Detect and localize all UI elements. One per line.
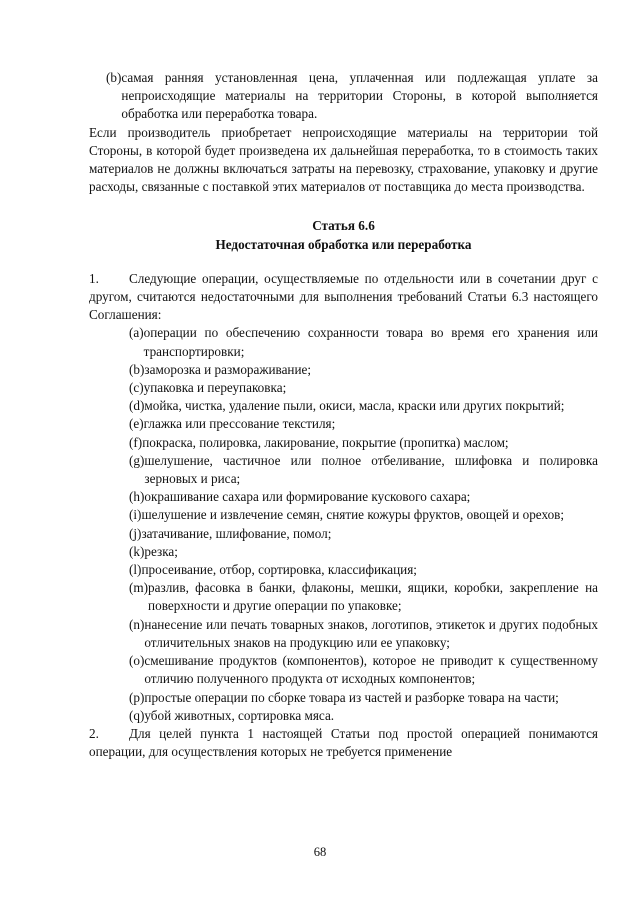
list-item-label: (p) xyxy=(129,689,145,705)
list-item-label: (n) xyxy=(129,616,145,632)
list-item-label: (h) xyxy=(129,489,145,505)
list-item xyxy=(129,707,598,725)
list-item-text: покраска, полировка, лакирование, покрытие (пропитка) маслом; xyxy=(142,434,509,450)
list-item-text: глажка или прессование текстиля; xyxy=(143,416,336,432)
list-item-label: (l) xyxy=(129,562,142,578)
page-content xyxy=(89,69,598,761)
list-item-text: операции по обеспечению сохранности товара во время его хранения или транспортировки; xyxy=(143,325,598,359)
list-item xyxy=(129,652,598,688)
list-item-label: (o) xyxy=(129,653,145,669)
list-item-text: шелушение и извлечение семян, снятие кожуры фруктов, овощей и орехов; xyxy=(141,507,565,523)
list-item xyxy=(129,689,598,707)
list-item xyxy=(129,525,598,543)
paragraph-1 xyxy=(89,270,598,325)
list-item xyxy=(129,579,598,615)
list-item-label: (g) xyxy=(129,452,145,468)
page-number: 68 xyxy=(313,845,327,859)
list-item-label: (j) xyxy=(129,525,142,541)
list-item-text: мойка, чистка, удаление пыли, окиси, масла, краски или других покрытий; xyxy=(144,398,565,414)
list-item xyxy=(129,616,598,652)
list-item xyxy=(129,434,598,452)
list-item-text: затачивание, шлифование, помол; xyxy=(141,525,332,541)
list-item-label: (m) xyxy=(129,580,149,596)
list-item xyxy=(129,543,598,561)
list-item-text: резка; xyxy=(144,543,178,559)
list-item-label: (b) xyxy=(129,361,145,377)
list-item-label: (a) xyxy=(129,325,144,341)
paragraph-text: Для целей пункта 1 настоящей Статьи под простой операцией понимаются операции, для осуществления которых не требуется применение xyxy=(89,725,598,760)
list-item-text: заморозка и размораживание; xyxy=(144,361,312,377)
list-item-text: нанесение или печать товарных знаков, логотипов, этикеток и других подобных отличительных знаков на продукцию или ее упаковку; xyxy=(144,616,598,650)
list-item xyxy=(129,379,598,397)
paragraph-number: 2. xyxy=(89,725,99,741)
list-item xyxy=(129,361,598,379)
list-item xyxy=(129,488,598,506)
paragraph-2 xyxy=(89,725,598,761)
list-item-text: самая ранняя установленная цена, уплаченная или подлежащая уплате за непроисходящие материалы на территории Стороны, в которой выполняется обработка или переработка товара. xyxy=(121,70,598,122)
list-item-text: просеивание, отбор, сортировка, классификация; xyxy=(141,562,417,578)
list-item xyxy=(129,415,598,433)
list-item-text: убой животных, сортировка мяса. xyxy=(144,707,335,723)
list-item-text: окрашивание сахара или формирование кускового сахара; xyxy=(144,489,471,505)
list-item xyxy=(129,506,598,524)
list-item-label: (f) xyxy=(129,434,143,450)
list-item xyxy=(129,452,598,488)
paragraph-number: 1. xyxy=(89,270,99,286)
list-item-label: (c) xyxy=(129,380,144,396)
paragraph-text: Следующие операции, осуществляемые по отдельности или в сочетании друг с другом, считаются недостаточными для выполнения требований Статьи 6.3 настоящего Соглашения: xyxy=(89,270,598,323)
list-item xyxy=(129,397,598,415)
list-item-label: (e) xyxy=(129,416,144,432)
list-item-text: шелушение, частичное или полное отбеливание, шлифовка и полировка зерновых и риса; xyxy=(144,452,598,487)
list-item xyxy=(129,324,598,360)
list-item-text: смешивание продуктов (компонентов), которое не приводит к существенному отличию полученного продукта от исходных компонентов; xyxy=(144,653,598,687)
operations-list xyxy=(129,324,598,724)
list-item-label: (d) xyxy=(129,398,145,414)
intro-paragraph: Если производитель приобретает непроисходящие материалы на территории той Стороны, в которой будет произведена их дальнейшая переработка, то в стоимость таких материалов не должны включаться затраты на перевозку, страхование, упаковку и другие расходы, связанные с поставкой этих материалов от поставщика до места производства. xyxy=(89,124,598,195)
article-title: Недостаточная обработка или переработка xyxy=(215,236,472,252)
article-number: Статья 6.6 xyxy=(312,218,375,234)
list-item-label: (i) xyxy=(129,507,142,523)
list-item-text: разлив, фасовка в банки, флаконы, мешки, ящики, коробки, закрепление на поверхности и другие операции по упаковке; xyxy=(148,580,598,614)
list-item-label: (q) xyxy=(129,707,145,723)
list-item-text: упаковка и переупаковка; xyxy=(143,380,287,396)
list-item xyxy=(129,561,598,579)
list-item-text: простые операции по сборке товара из частей и разборке товара на части; xyxy=(144,689,559,705)
list-item-label: (b) xyxy=(106,70,122,85)
list-item-label: (k) xyxy=(129,543,145,559)
list-item-b-price xyxy=(106,69,598,124)
